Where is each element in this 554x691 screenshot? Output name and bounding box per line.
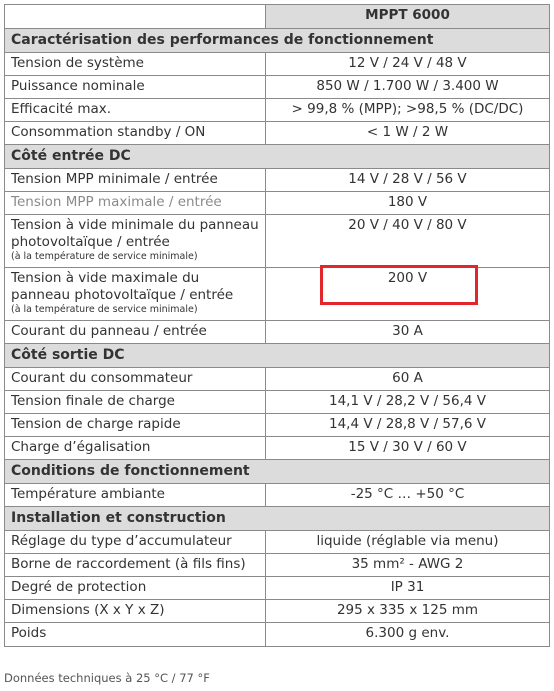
table-row xyxy=(5,192,549,215)
table-row xyxy=(5,577,549,600)
section-title: Caractérisation des performances de fonctionnement xyxy=(5,29,549,53)
row-label: Tension à vide minimale du panneau photovoltaïque / entrée xyxy=(11,217,259,250)
table-row xyxy=(5,76,549,99)
row-value: 20 V / 40 V / 80 V xyxy=(348,217,467,233)
row-value: 12 V / 24 V / 48 V xyxy=(348,55,467,71)
table-row xyxy=(5,368,549,391)
row-label: Tension MPP minimale / entrée xyxy=(5,169,266,191)
row-label: Consommation standby / ON xyxy=(5,122,266,144)
footer-note: Données techniques à 25 °C / 77 °F xyxy=(4,671,210,685)
row-note: (à la température de service minimale) xyxy=(11,304,198,315)
row-label: Tension à vide maximale du panneau photovoltaïque / entrée xyxy=(11,270,234,303)
table-row xyxy=(5,53,549,76)
table-row xyxy=(5,414,549,437)
table-row xyxy=(5,321,549,344)
row-label: Charge d’égalisation xyxy=(5,437,266,459)
row-value: 14,4 V / 28,8 V / 57,6 V xyxy=(328,416,487,432)
row-label-cell xyxy=(5,268,266,320)
row-value: 30 A xyxy=(392,323,423,339)
table-row xyxy=(5,391,549,414)
row-label: Efficacité max. xyxy=(5,99,266,121)
row-note: (à la température de service minimale) xyxy=(11,251,198,262)
row-label: Puissance nominale xyxy=(5,76,266,98)
row-label: Tension MPP maximale / entrée xyxy=(5,192,266,214)
row-label: Courant du panneau / entrée xyxy=(5,321,266,343)
row-label-cell xyxy=(5,215,266,267)
row-value: 60 A xyxy=(392,370,423,386)
row-value: liquide (réglable via menu) xyxy=(316,533,499,549)
row-value: 14,1 V / 28,2 V / 56,4 V xyxy=(328,393,487,409)
table-row xyxy=(5,484,549,507)
row-label: Poids xyxy=(5,623,266,646)
row-label: Degré de protection xyxy=(5,577,266,599)
section-title: Côté sortie DC xyxy=(5,344,549,368)
spec-table xyxy=(4,4,550,647)
row-value: 6.300 g env. xyxy=(365,625,450,641)
table-row xyxy=(5,437,549,460)
row-label: Température ambiante xyxy=(5,484,266,506)
row-label: Borne de raccordement (à fils fins) xyxy=(5,554,266,576)
header-empty-cell xyxy=(5,5,266,28)
table-row xyxy=(5,623,549,646)
row-value: < 1 W / 2 W xyxy=(366,124,449,140)
row-value: IP 31 xyxy=(390,579,425,595)
table-header-row xyxy=(5,5,549,29)
section-title: Installation et construction xyxy=(5,507,549,531)
row-value: 35 mm² - AWG 2 xyxy=(351,556,464,572)
row-label: Dimensions (X x Y x Z) xyxy=(5,600,266,622)
table-row xyxy=(5,99,549,122)
row-label: Réglage du type d’accumulateur xyxy=(5,531,266,553)
row-label: Courant du consommateur xyxy=(5,368,266,390)
table-row xyxy=(5,169,549,192)
row-value: 850 W / 1.700 W / 3.400 W xyxy=(316,78,499,94)
section-title: Conditions de fonctionnement xyxy=(5,460,549,484)
row-value: > 99,8 % (MPP); >98,5 % (DC/DC) xyxy=(291,101,524,117)
row-label: Tension finale de charge xyxy=(5,391,266,413)
table-row xyxy=(5,554,549,577)
table-row xyxy=(5,600,549,623)
table-row xyxy=(5,531,549,554)
row-label: Tension de système xyxy=(5,53,266,75)
row-value: 200 V xyxy=(387,270,428,286)
section-title: Côté entrée DC xyxy=(5,145,549,169)
product-header: MPPT 6000 xyxy=(266,5,549,28)
table-row xyxy=(5,215,549,268)
highlight-box xyxy=(320,265,478,305)
row-value: 15 V / 30 V / 60 V xyxy=(348,439,467,455)
row-value: 180 V xyxy=(387,194,428,210)
row-value: 295 x 335 x 125 mm xyxy=(336,602,479,618)
row-label: Tension de charge rapide xyxy=(5,414,266,436)
row-value: -25 °C … +50 °C xyxy=(350,486,465,502)
row-value: 14 V / 28 V / 56 V xyxy=(348,171,467,187)
table-row xyxy=(5,122,549,145)
